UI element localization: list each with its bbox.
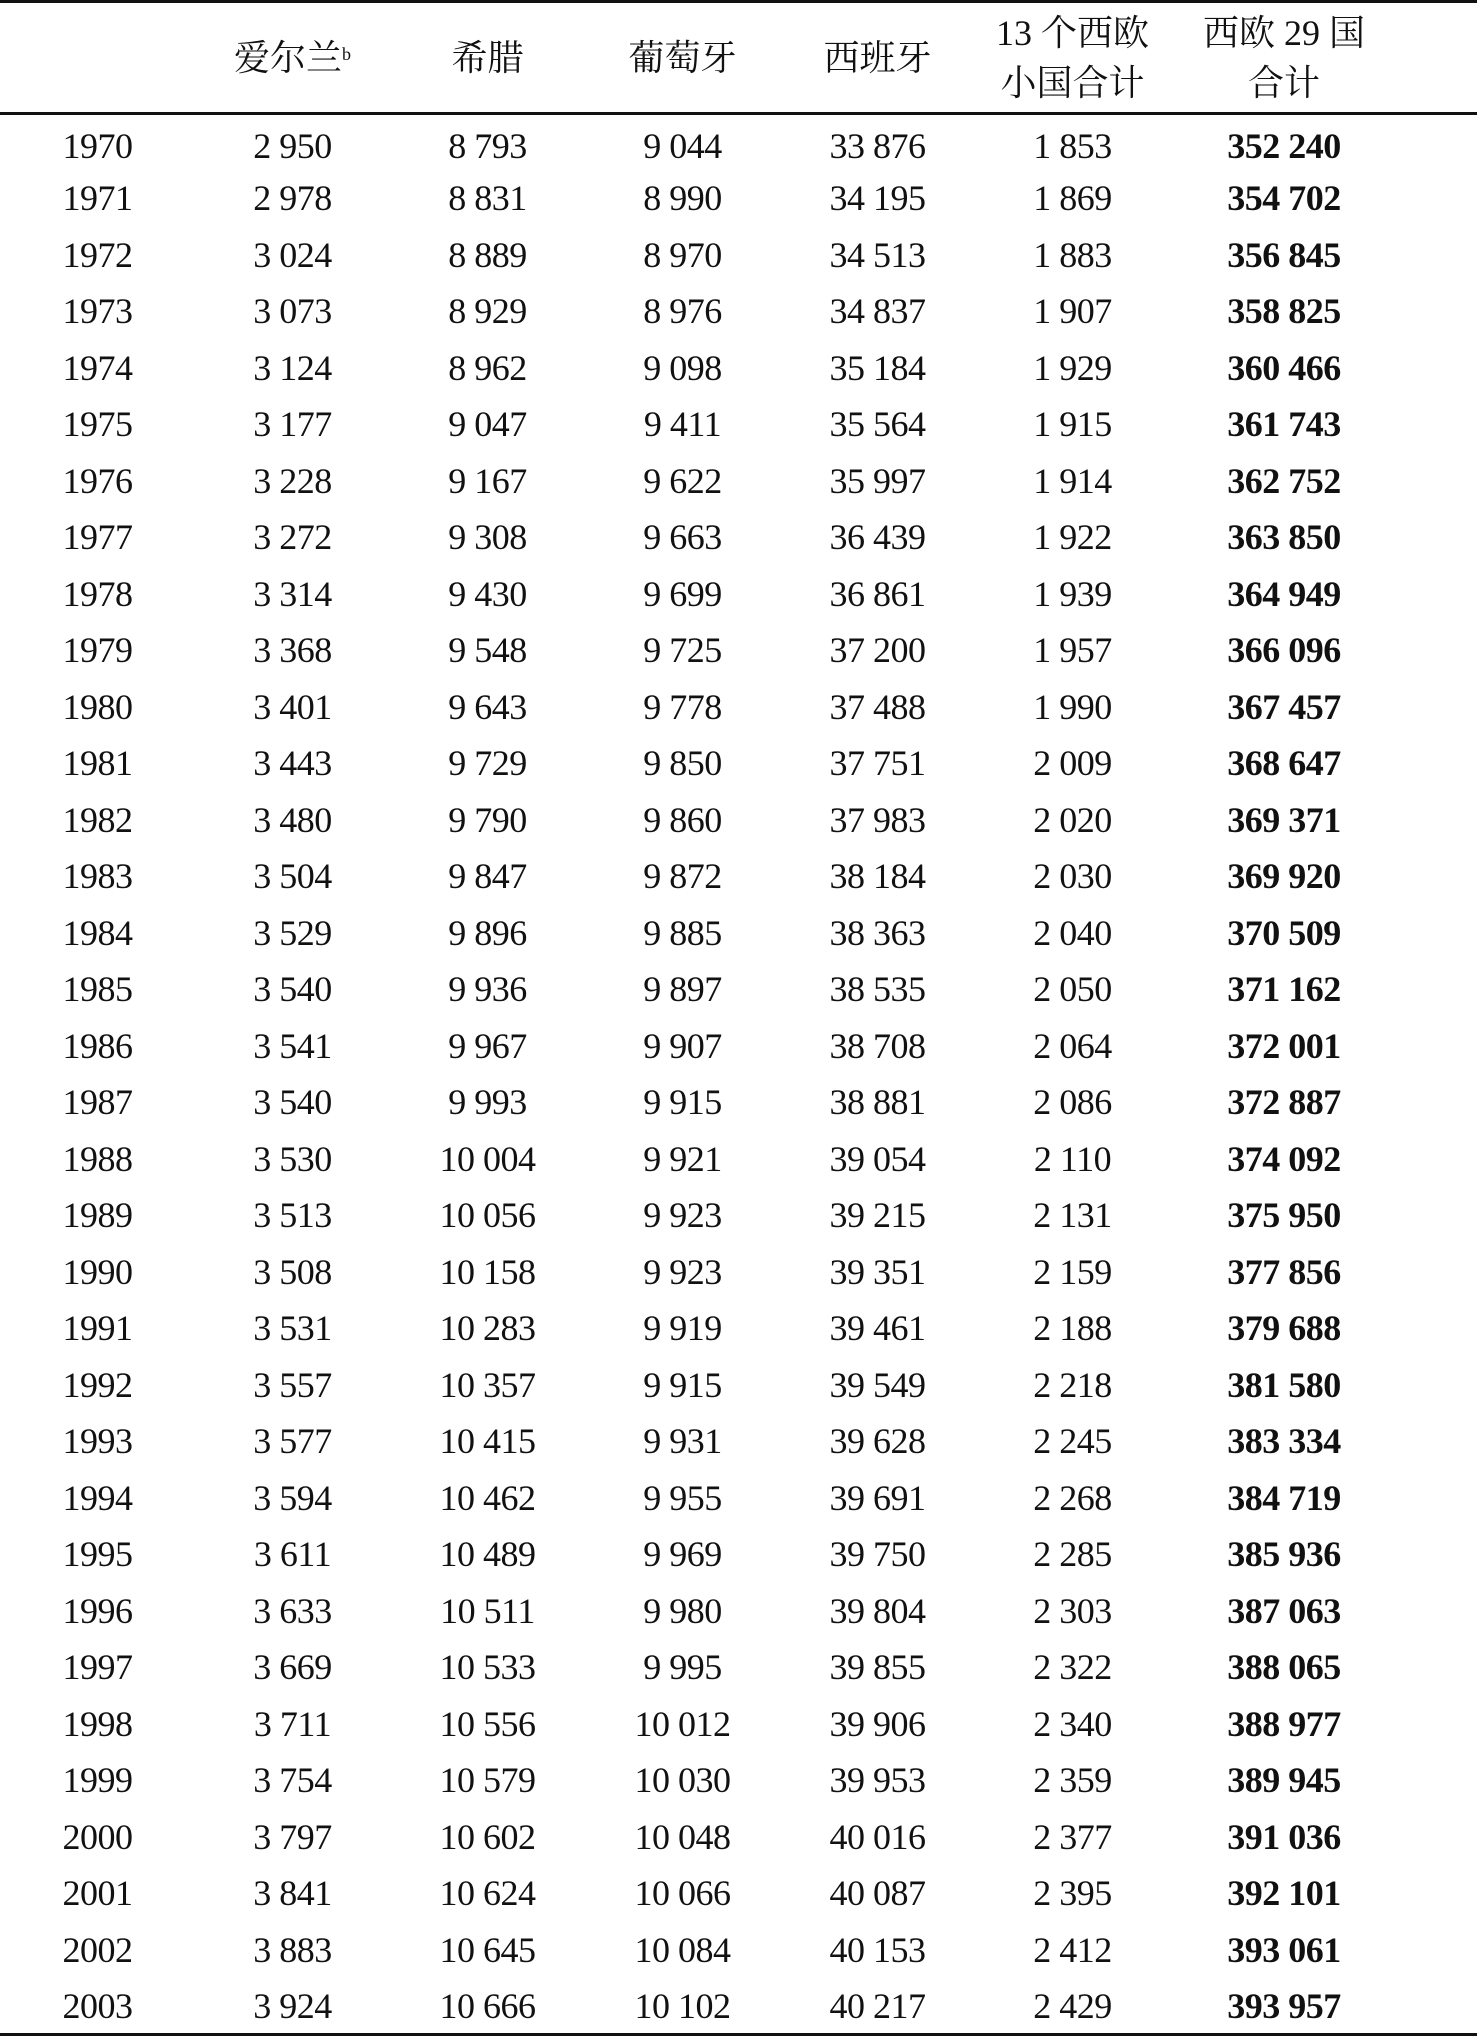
cell-greece: 9 643 — [448, 686, 527, 727]
cell-spain: 39 549 — [829, 1364, 926, 1405]
cell-small13: 1 869 — [1033, 178, 1112, 219]
cell-portugal: 10 102 — [585, 1978, 780, 2035]
cell-greece: 10 602 — [439, 1816, 536, 1857]
cell-total29: 391 036 — [1227, 1816, 1341, 1857]
cell-spain: 39 054 — [829, 1138, 926, 1179]
table-row — [0, 396, 1477, 453]
cell-year: 1972 — [62, 234, 133, 275]
cell-spain: 39 461 — [829, 1308, 926, 1349]
cell-small13: 1 853 — [1033, 125, 1112, 166]
cell-small13: 2 395 — [1033, 1873, 1112, 1914]
table-body — [0, 114, 1477, 2035]
cell-portugal: 9 919 — [643, 1308, 722, 1349]
cell-total29: 352 240 — [1227, 125, 1341, 166]
table-row — [0, 1413, 1477, 1470]
cell-total29: 385 936 — [1227, 1534, 1341, 1575]
cell-greece: 10 462 — [439, 1477, 536, 1518]
cell-year: 1998 — [62, 1703, 133, 1744]
cell-small13: 2 412 — [1033, 1929, 1112, 1970]
header-spain: 西班牙 — [780, 2, 975, 114]
cell-greece: 8 793 — [448, 125, 527, 166]
cell-greece: 10 415 — [439, 1421, 536, 1462]
cell-greece: 9 167 — [448, 460, 527, 501]
table-row — [0, 848, 1477, 905]
cell-total29: 379 688 — [1227, 1308, 1341, 1349]
cell-spain: 38 708 — [829, 1025, 926, 1066]
cell-portugal: 9 885 — [643, 912, 722, 953]
cell-ireland: 3 540 — [253, 1082, 332, 1123]
table-row — [0, 1809, 1477, 1866]
cell-small13: 1 939 — [1033, 573, 1112, 614]
table-header — [0, 2, 1477, 114]
cell-portugal: 9 622 — [643, 460, 722, 501]
table-row — [0, 679, 1477, 736]
cell-total29: 377 856 — [1227, 1251, 1341, 1292]
cell-greece: 9 729 — [448, 743, 527, 784]
cell-spain: 36 861 — [829, 573, 926, 614]
cell-portugal: 9 980 — [643, 1590, 722, 1631]
cell-year: 1974 — [62, 347, 133, 388]
cell-ireland: 3 073 — [253, 291, 332, 332]
cell-greece: 9 896 — [448, 912, 527, 953]
cell-year: 2003 — [0, 1978, 195, 2035]
cell-total29: 375 950 — [1227, 1195, 1341, 1236]
cell-spain: 38 881 — [829, 1082, 926, 1123]
table-row — [0, 1131, 1477, 1188]
cell-spain: 38 535 — [829, 969, 926, 1010]
cell-greece: 8 889 — [448, 234, 527, 275]
cell-year: 2002 — [62, 1929, 133, 1970]
cell-portugal: 9 044 — [643, 125, 722, 166]
cell-portugal: 9 915 — [643, 1082, 722, 1123]
cell-portugal: 8 970 — [643, 234, 722, 275]
cell-portugal: 9 921 — [643, 1138, 722, 1179]
cell-greece: 10 645 — [439, 1929, 536, 1970]
cell-ireland: 3 508 — [253, 1251, 332, 1292]
cell-spain: 40 016 — [829, 1816, 926, 1857]
cell-small13: 1 915 — [1033, 404, 1112, 445]
cell-total29: 393 957 — [1170, 1978, 1477, 2035]
table-row — [0, 1922, 1477, 1979]
cell-total29: 389 945 — [1227, 1760, 1341, 1801]
cell-total29: 369 920 — [1227, 856, 1341, 897]
cell-spain: 35 184 — [829, 347, 926, 388]
cell-spain: 35 564 — [829, 404, 926, 445]
cell-year: 1979 — [62, 630, 133, 671]
cell-ireland: 2 978 — [253, 178, 332, 219]
table-row — [0, 227, 1477, 284]
cell-ireland: 3 633 — [253, 1590, 332, 1631]
cell-year: 1991 — [62, 1308, 133, 1349]
cell-small13: 2 110 — [1033, 1138, 1112, 1179]
cell-portugal: 9 725 — [643, 630, 722, 671]
cell-greece: 9 308 — [448, 517, 527, 558]
cell-total29: 358 825 — [1227, 291, 1341, 332]
table-row — [0, 1187, 1477, 1244]
cell-spain: 39 628 — [829, 1421, 926, 1462]
cell-portugal: 9 969 — [643, 1534, 722, 1575]
cell-year: 1990 — [62, 1251, 133, 1292]
cell-year: 1989 — [62, 1195, 133, 1236]
cell-ireland: 3 841 — [253, 1873, 332, 1914]
cell-small13: 1 883 — [1033, 234, 1112, 275]
cell-year: 1987 — [62, 1082, 133, 1123]
table-row — [0, 340, 1477, 397]
cell-ireland: 3 314 — [253, 573, 332, 614]
cell-total29: 364 949 — [1227, 573, 1341, 614]
cell-greece: 10 556 — [439, 1703, 536, 1744]
cell-total29: 368 647 — [1227, 743, 1341, 784]
cell-total29: 392 101 — [1227, 1873, 1341, 1914]
cell-total29: 354 702 — [1227, 178, 1341, 219]
cell-year: 1973 — [62, 291, 133, 332]
footnote-marker-b: b — [342, 43, 351, 64]
cell-spain: 38 363 — [829, 912, 926, 953]
cell-greece: 10 158 — [439, 1251, 536, 1292]
cell-small13: 2 009 — [1033, 743, 1112, 784]
cell-ireland: 3 924 — [195, 1978, 390, 2035]
cell-ireland: 3 540 — [253, 969, 332, 1010]
cell-spain: 39 351 — [829, 1251, 926, 1292]
cell-greece: 9 967 — [448, 1025, 527, 1066]
cell-total29: 361 743 — [1227, 404, 1341, 445]
cell-total29: 393 061 — [1227, 1929, 1341, 1970]
cell-spain: 40 087 — [829, 1873, 926, 1914]
cell-small13: 2 268 — [1033, 1477, 1112, 1518]
cell-ireland: 3 557 — [253, 1364, 332, 1405]
cell-year: 1975 — [62, 404, 133, 445]
table-row — [0, 453, 1477, 510]
table-row — [0, 1018, 1477, 1075]
table-row — [0, 283, 1477, 340]
cell-portugal: 10 066 — [634, 1873, 731, 1914]
cell-spain: 37 983 — [829, 799, 926, 840]
table-row — [0, 1696, 1477, 1753]
cell-ireland: 3 504 — [253, 856, 332, 897]
cell-small13: 2 188 — [1033, 1308, 1112, 1349]
cell-portugal: 9 995 — [643, 1647, 722, 1688]
cell-greece: 10 489 — [439, 1534, 536, 1575]
cell-total29: 362 752 — [1227, 460, 1341, 501]
cell-year: 1995 — [62, 1534, 133, 1575]
cell-total29: 356 845 — [1227, 234, 1341, 275]
cell-portugal: 9 955 — [643, 1477, 722, 1518]
cell-ireland: 3 443 — [253, 743, 332, 784]
cell-year: 1982 — [62, 799, 133, 840]
cell-ireland: 3 669 — [253, 1647, 332, 1688]
cell-small13: 2 086 — [1033, 1082, 1112, 1123]
cell-ireland: 3 711 — [253, 1703, 332, 1744]
cell-greece: 8 929 — [448, 291, 527, 332]
cell-spain: 34 195 — [829, 178, 926, 219]
table-row — [0, 1470, 1477, 1527]
cell-portugal: 9 098 — [643, 347, 722, 388]
cell-spain: 39 855 — [829, 1647, 926, 1688]
cell-portugal: 9 897 — [643, 969, 722, 1010]
cell-spain: 39 906 — [829, 1703, 926, 1744]
cell-greece: 10 357 — [439, 1364, 536, 1405]
cell-spain: 40 217 — [780, 1978, 975, 2035]
cell-small13: 2 245 — [1033, 1421, 1112, 1462]
header-portugal: 葡萄牙 — [585, 2, 780, 114]
cell-ireland: 3 401 — [253, 686, 332, 727]
cell-portugal: 9 411 — [643, 404, 722, 445]
cell-greece: 10 666 — [390, 1978, 585, 2035]
cell-small13: 2 218 — [1033, 1364, 1112, 1405]
header-row — [0, 2, 1477, 114]
table-row — [0, 114, 1477, 171]
cell-total29: 388 977 — [1227, 1703, 1341, 1744]
cell-year: 1994 — [62, 1477, 133, 1518]
cell-total29: 363 850 — [1227, 517, 1341, 558]
cell-spain: 34 513 — [829, 234, 926, 275]
cell-small13: 2 429 — [975, 1978, 1170, 2035]
header-ireland: 爱尔兰$^b$ — [195, 2, 390, 114]
cell-year: 1993 — [62, 1421, 133, 1462]
table-row — [0, 1865, 1477, 1922]
cell-total29: 371 162 — [1227, 969, 1341, 1010]
cell-ireland: 3 797 — [253, 1816, 332, 1857]
cell-small13: 2 303 — [1033, 1590, 1112, 1631]
cell-small13: 1 957 — [1033, 630, 1112, 671]
cell-greece: 9 847 — [448, 856, 527, 897]
cell-small13: 2 040 — [1033, 912, 1112, 953]
cell-spain: 33 876 — [829, 125, 926, 166]
cell-total29: 372 887 — [1227, 1082, 1341, 1123]
cell-spain: 39 215 — [829, 1195, 926, 1236]
cell-greece: 9 430 — [448, 573, 527, 614]
table-row — [0, 622, 1477, 679]
table-row — [0, 1244, 1477, 1301]
cell-greece: 10 533 — [439, 1647, 536, 1688]
cell-total29: 366 096 — [1227, 630, 1341, 671]
cell-spain: 39 691 — [829, 1477, 926, 1518]
cell-ireland: 3 531 — [253, 1308, 332, 1349]
cell-total29: 387 063 — [1227, 1590, 1341, 1631]
table-row — [0, 170, 1477, 227]
cell-year: 1992 — [62, 1364, 133, 1405]
cell-year: 1971 — [62, 178, 133, 219]
cell-spain: 39 804 — [829, 1590, 926, 1631]
cell-greece: 10 511 — [440, 1590, 535, 1631]
cell-portugal: 9 860 — [643, 799, 722, 840]
cell-greece: 9 993 — [448, 1082, 527, 1123]
cell-total29: 374 092 — [1227, 1138, 1341, 1179]
cell-ireland: 3 883 — [253, 1929, 332, 1970]
header-total29: 西欧 29 国 合计 — [1170, 2, 1477, 114]
cell-small13: 1 922 — [1033, 517, 1112, 558]
cell-ireland: 3 611 — [253, 1534, 332, 1575]
cell-spain: 39 750 — [829, 1534, 926, 1575]
cell-ireland: 3 541 — [253, 1025, 332, 1066]
cell-portugal: 8 976 — [643, 291, 722, 332]
cell-portugal: 10 012 — [634, 1703, 731, 1744]
cell-ireland: 3 529 — [253, 912, 332, 953]
cell-total29: 360 466 — [1227, 347, 1341, 388]
cell-portugal: 9 872 — [643, 856, 722, 897]
cell-ireland: 3 577 — [253, 1421, 332, 1462]
cell-total29: 367 457 — [1227, 686, 1341, 727]
cell-portugal: 9 923 — [643, 1195, 722, 1236]
cell-small13: 2 131 — [1033, 1195, 1112, 1236]
cell-greece: 10 283 — [439, 1308, 536, 1349]
table-row — [0, 961, 1477, 1018]
cell-small13: 1 929 — [1033, 347, 1112, 388]
cell-total29: 383 334 — [1227, 1421, 1341, 1462]
cell-ireland: 3 272 — [253, 517, 332, 558]
cell-small13: 2 050 — [1033, 969, 1112, 1010]
cell-year: 1983 — [62, 856, 133, 897]
cell-small13: 2 159 — [1033, 1251, 1112, 1292]
cell-year: 1980 — [62, 686, 133, 727]
cell-total29: 370 509 — [1227, 912, 1341, 953]
cell-greece: 10 624 — [439, 1873, 536, 1914]
table-row — [0, 735, 1477, 792]
cell-portugal: 10 084 — [634, 1929, 731, 1970]
cell-year: 1978 — [62, 573, 133, 614]
table-row — [0, 566, 1477, 623]
cell-year: 1985 — [62, 969, 133, 1010]
cell-greece: 8 831 — [448, 178, 527, 219]
cell-ireland: 3 594 — [253, 1477, 332, 1518]
cell-total29: 384 719 — [1227, 1477, 1341, 1518]
cell-small13: 2 359 — [1033, 1760, 1112, 1801]
cell-spain: 34 837 — [829, 291, 926, 332]
cell-year: 1988 — [62, 1138, 133, 1179]
cell-portugal: 9 699 — [643, 573, 722, 614]
cell-ireland: 3 754 — [253, 1760, 332, 1801]
cell-year: 1984 — [62, 912, 133, 953]
cell-spain: 37 200 — [829, 630, 926, 671]
cell-year: 1976 — [62, 460, 133, 501]
cell-small13: 2 064 — [1033, 1025, 1112, 1066]
cell-year: 2000 — [62, 1816, 133, 1857]
cell-greece: 9 790 — [448, 799, 527, 840]
cell-small13: 1 990 — [1033, 686, 1112, 727]
cell-portugal: 9 663 — [643, 517, 722, 558]
cell-small13: 2 285 — [1033, 1534, 1112, 1575]
cell-portugal: 9 931 — [643, 1421, 722, 1462]
cell-small13: 2 020 — [1033, 799, 1112, 840]
table-row — [0, 1526, 1477, 1583]
cell-total29: 372 001 — [1227, 1025, 1341, 1066]
table-row — [0, 1978, 1477, 2035]
cell-ireland: 2 950 — [253, 125, 332, 166]
cell-ireland: 3 480 — [253, 799, 332, 840]
header-year — [0, 2, 195, 114]
cell-portugal: 8 990 — [643, 178, 722, 219]
cell-year: 1997 — [62, 1647, 133, 1688]
cell-greece: 9 936 — [448, 969, 527, 1010]
table-row — [0, 1583, 1477, 1640]
cell-small13: 1 907 — [1033, 291, 1112, 332]
table-row — [0, 509, 1477, 566]
cell-greece: 9 548 — [448, 630, 527, 671]
cell-spain: 36 439 — [829, 517, 926, 558]
cell-ireland: 3 513 — [253, 1195, 332, 1236]
cell-greece: 8 962 — [448, 347, 527, 388]
cell-ireland: 3 228 — [253, 460, 332, 501]
cell-small13: 2 322 — [1033, 1647, 1112, 1688]
cell-portugal: 9 778 — [643, 686, 722, 727]
cell-portugal: 9 923 — [643, 1251, 722, 1292]
table-row — [0, 1074, 1477, 1131]
cell-year: 1996 — [62, 1590, 133, 1631]
cell-total29: 369 371 — [1227, 799, 1341, 840]
cell-year: 1977 — [62, 517, 133, 558]
cell-small13: 1 914 — [1033, 460, 1112, 501]
cell-spain: 37 488 — [829, 686, 926, 727]
cell-spain: 39 953 — [829, 1760, 926, 1801]
cell-small13: 2 030 — [1033, 856, 1112, 897]
cell-year: 1986 — [62, 1025, 133, 1066]
cell-ireland: 3 177 — [253, 404, 332, 445]
cell-greece: 9 047 — [448, 404, 527, 445]
table-row — [0, 1300, 1477, 1357]
cell-greece: 10 056 — [439, 1195, 536, 1236]
cell-small13: 2 340 — [1033, 1703, 1112, 1744]
cell-greece: 10 579 — [439, 1760, 536, 1801]
cell-total29: 381 580 — [1227, 1364, 1341, 1405]
cell-ireland: 3 124 — [253, 347, 332, 388]
table-row — [0, 905, 1477, 962]
cell-portugal: 9 850 — [643, 743, 722, 784]
header-greece: 希腊 — [390, 2, 585, 114]
cell-greece: 10 004 — [439, 1138, 536, 1179]
cell-spain: 37 751 — [829, 743, 926, 784]
table-row — [0, 1752, 1477, 1809]
cell-ireland: 3 368 — [253, 630, 332, 671]
cell-year: 1999 — [62, 1760, 133, 1801]
cell-portugal: 9 907 — [643, 1025, 722, 1066]
cell-ireland: 3 024 — [253, 234, 332, 275]
table-row — [0, 792, 1477, 849]
cell-portugal: 10 030 — [634, 1760, 731, 1801]
cell-spain: 35 997 — [829, 460, 926, 501]
cell-year: 2001 — [62, 1873, 133, 1914]
cell-portugal: 9 915 — [643, 1364, 722, 1405]
cell-small13: 2 377 — [1033, 1816, 1112, 1857]
table-row — [0, 1639, 1477, 1696]
table-row — [0, 1357, 1477, 1414]
cell-year: 1970 — [62, 125, 133, 166]
header-small13: 13 个西欧 小国合计 — [975, 2, 1170, 114]
cell-year: 1981 — [62, 743, 133, 784]
cell-portugal: 10 048 — [634, 1816, 731, 1857]
cell-ireland: 3 530 — [253, 1138, 332, 1179]
cell-total29: 388 065 — [1227, 1647, 1341, 1688]
cell-spain: 40 153 — [829, 1929, 926, 1970]
cell-spain: 38 184 — [829, 856, 926, 897]
